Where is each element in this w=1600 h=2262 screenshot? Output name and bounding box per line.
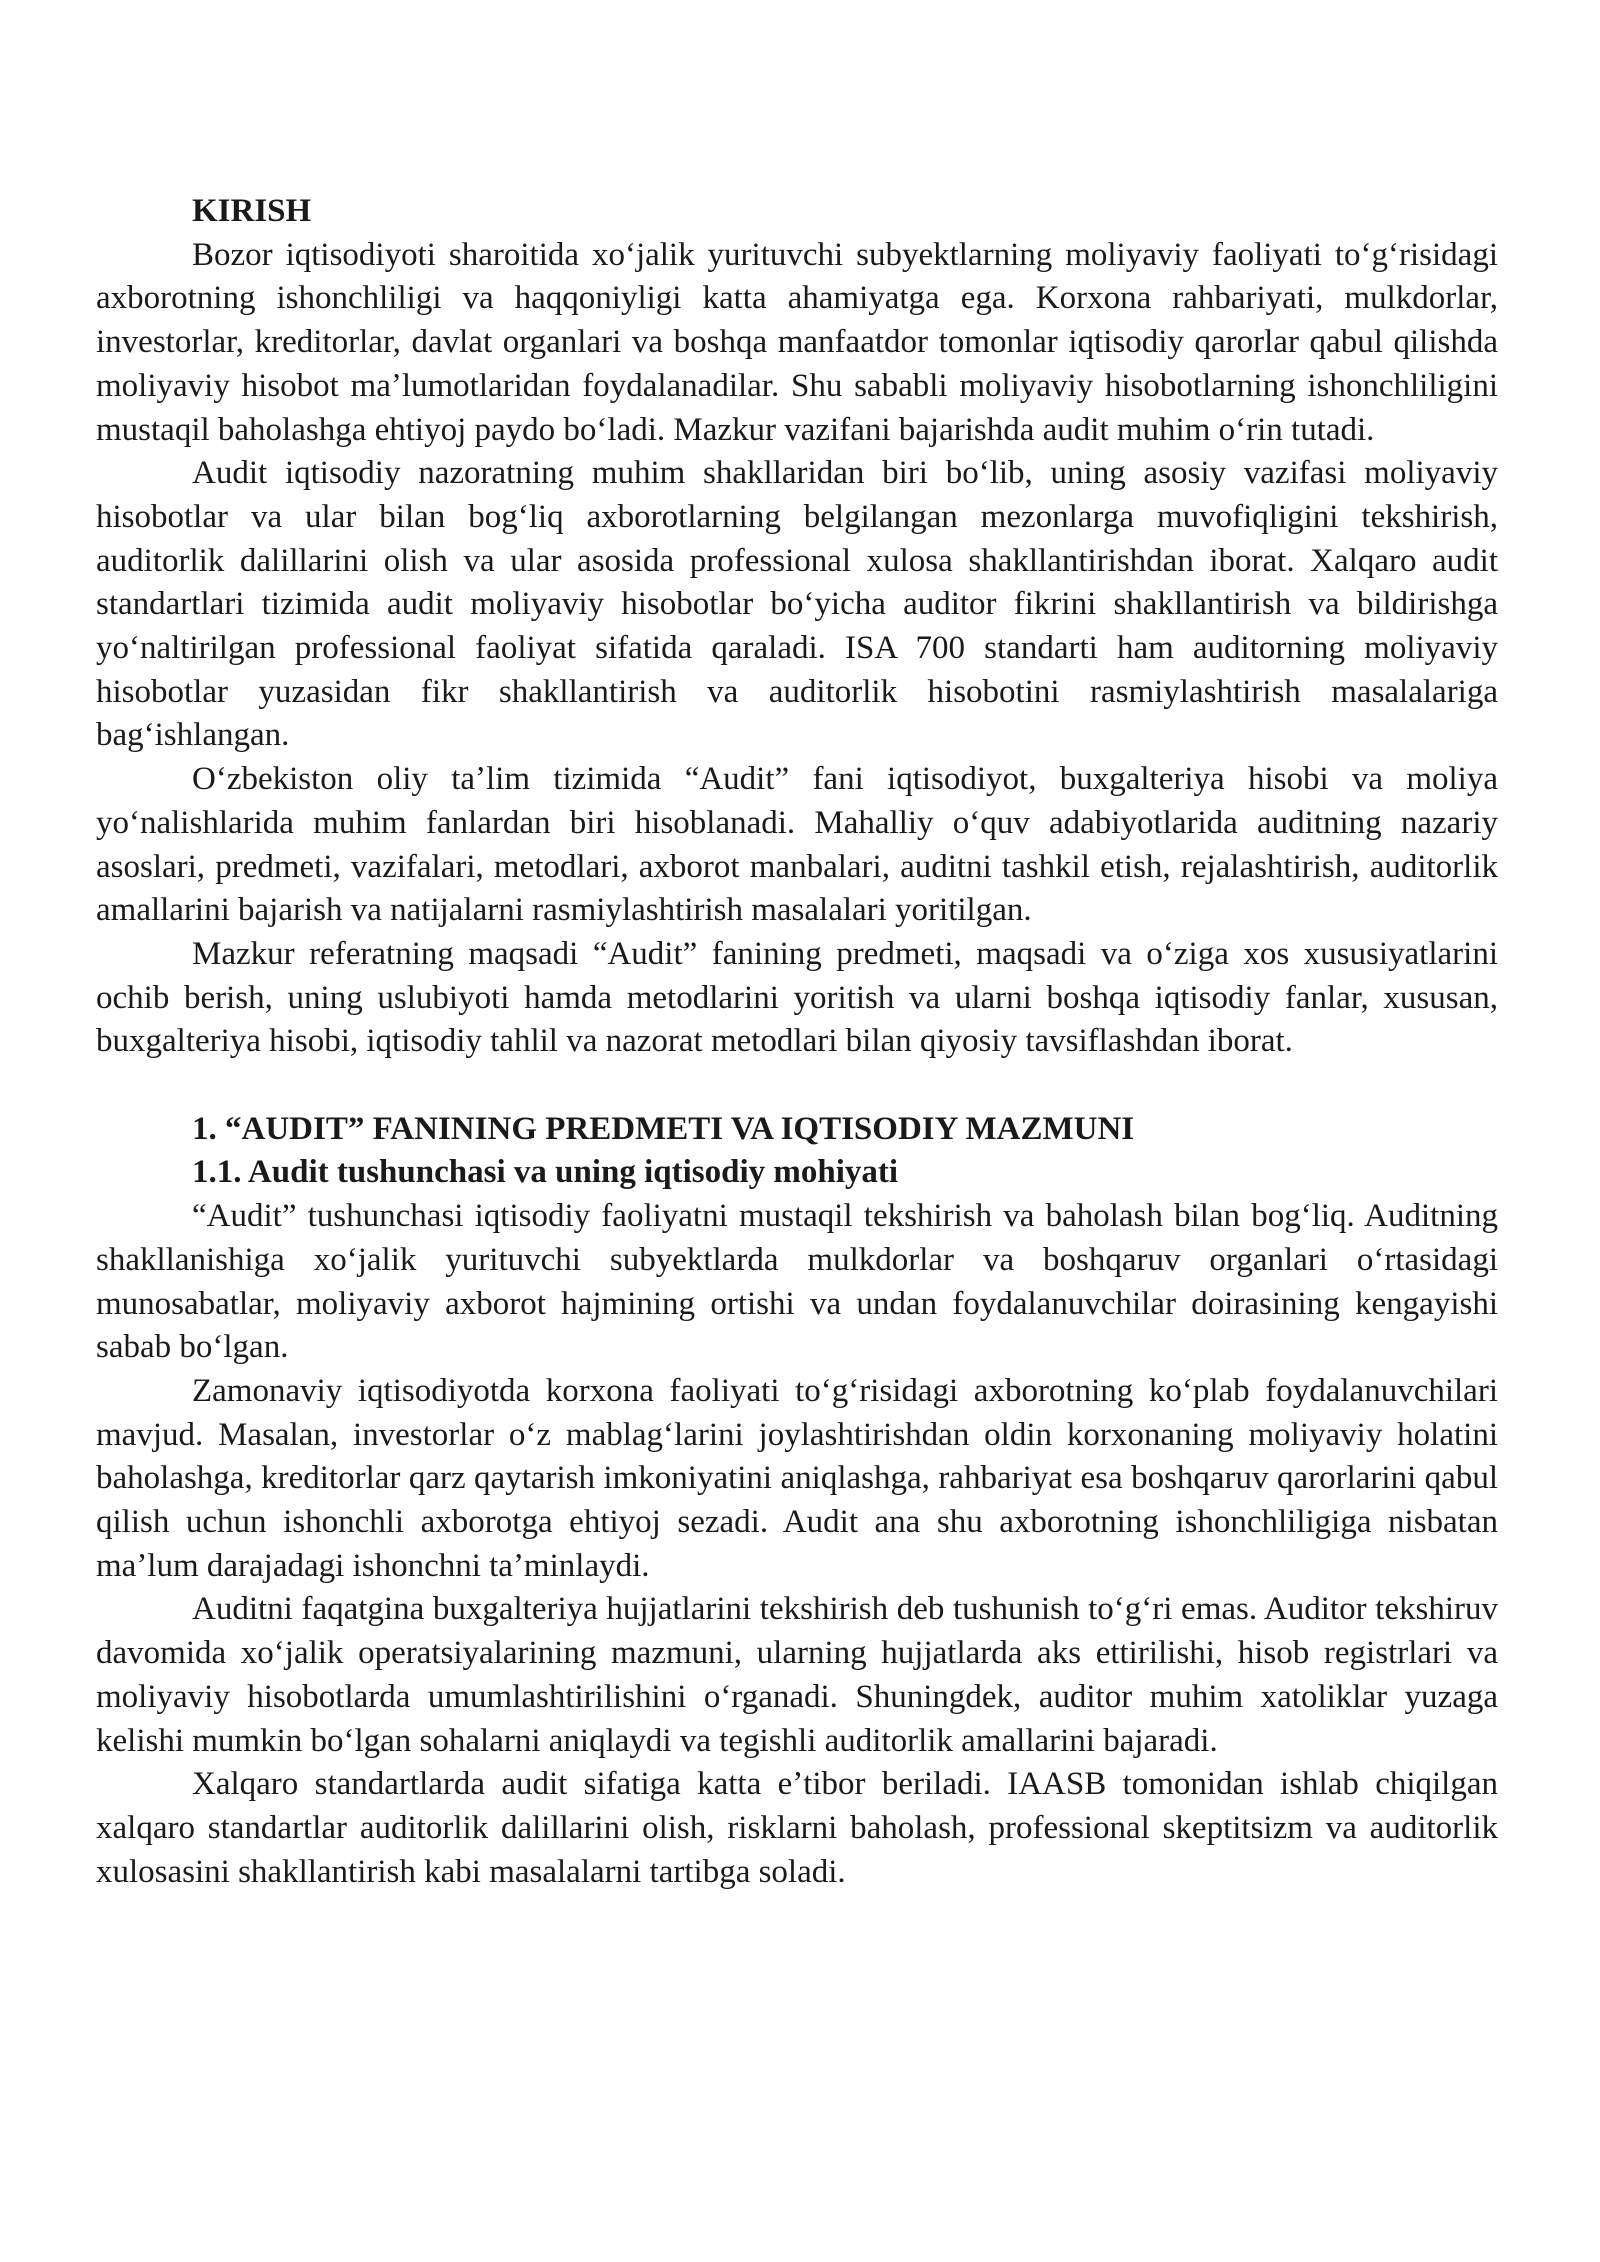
intro-paragraph-4: Mazkur referatning maqsadi “Audit” fanining predmeti, maqsadi va oʻziga xos xususiyatlarini ochib berish, uning uslubiyoti hamda metodlarini yoritish va ularni boshqa iqtisodiy fanlar, xususan, buxgalteriya hisobi, iqtisodiy tahlil va nazorat metodlari bilan qiyosiy tavsiflashdan iborat. <box>96 935 1498 1060</box>
intro-paragraph-2: Audit iqtisodiy nazoratning muhim shakllaridan biri boʻlib, uning asosiy vazifasi moliyaviy hisobotlar va ular bilan bogʻliq axborotlarning belgilangan mezonlarga muvofiqligini tekshirish, auditorlik dalillarini olish va ular asosida professional xulosa shakllantirishdan iborat. Xalqaro audit standartlari tizimida audit moliyaviy hisobotlar boʻyicha auditor fikrini shakllantirish va bildirishga yoʻnaltirilgan professional faoliyat sifatida qaraladi. ISA 700 standarti ham auditorning moliyaviy hisobotlar yuzasidan fikr shakllantirish va auditorlik hisobotini rasmiylashtirish masalalariga bagʻishlangan. <box>96 455 1498 754</box>
intro-heading: KIRISH <box>192 193 312 229</box>
section-1-heading: 1. “AUDIT” FANINING PREDMETI VA IQTISODIY MAZMUNI <box>192 1110 1135 1147</box>
section-1-1-paragraph-3: Auditni faqatgina buxgalteriya hujjatlarini tekshirish deb tushunish toʻgʻri emas. Auditor tekshiruv davomida xoʻjalik operatsiyalarining mazmuni, ularning hujjatlarda aks ettirilishi, hisob registrlari va moliyaviy hisobotlarda umumlashtirilishini oʻrganadi. Shuningdek, auditor muhim xatoliklar yuzaga kelishi mumkin boʻlgan sohalarni aniqlaydi va tegishli auditorlik amallarini bajaradi. <box>96 1591 1498 1759</box>
document-page <box>96 190 1498 1894</box>
section-1-1-paragraph-4: Xalqaro standartlarda audit sifatiga katta eʼtibor beriladi. IAASB tomonidan ishlab chiqilgan xalqaro standartlar auditorlik dalillarini olish, risklarni baholash, professional skeptitsizm va auditorlik xulosasini shakllantirish kabi masalalarni tartibga soladi. <box>96 1766 1498 1890</box>
intro-paragraph-3: Oʻzbekiston oliy taʼlim tizimida “Audit” fani iqtisodiyot, buxgalteriya hisobi va moliya yoʻnalishlarida muhim fanlardan biri hisoblanadi. Mahalliy oʻquv adabiyotlarida auditning nazariy asoslari, predmeti, vazifalari, metodlari, axborot manbalari, auditni tashkil etish, rejalashtirish, auditorlik amallarini bajarish va natijalarni rasmiylashtirish masalalari yoritilgan. <box>96 761 1498 929</box>
intro-paragraph-1: Bozor iqtisodiyoti sharoitida xoʻjalik yurituvchi subyektlarning moliyaviy faoliyati toʻgʻrisidagi axborotning ishonchliligi va haqqoniyligi katta ahamiyatga ega. Korxona rahbariyati, mulkdorlar, investorlar, kreditorlar, davlat organlari va boshqa manfaatdor tomonlar iqtisodiy qarorlar qabul qilishda moliyaviy hisobot maʼlumotlaridan foydalanadilar. Shu sababli moliyaviy hisobotlarning ishonchliligini mustaqil baholashga ehtiyoj paydo boʻladi. Mazkur vazifani bajarishda audit muhim oʻrin tutadi. <box>96 236 1498 448</box>
section-spacer <box>96 1064 1498 1108</box>
section-1-1-paragraph-1: “Audit” tushunchasi iqtisodiy faoliyatni mustaqil tekshirish va baholash bilan bogʻliq. Auditning shakllanishiga xoʻjalik yurituvchi subyektlarda mulkdorlar va boshqaruv organlari oʻrtasidagi munosabatlar, moliyaviy axborot hajmining ortishi va undan foydalanuvchilar doirasining kengayishi sabab boʻlgan. <box>96 1198 1498 1366</box>
section-1-1-paragraph-2: Zamonaviy iqtisodiyotda korxona faoliyati toʻgʻrisidagi axborotning koʻplab foydalanuvchilari mavjud. Masalan, investorlar oʻz mablagʻlarini joylashtirishdan oldin korxonaning moliyaviy holatini baholashga, kreditorlar qarz qaytarish imkoniyatini aniqlashga, rahbariyat esa boshqaruv qarorlarini qabul qilish uchun ishonchli axborotga ehtiyoj sezadi. Audit ana shu axborotning ishonchliligiga nisbatan maʼlum darajadagi ishonchni taʼminlaydi. <box>96 1372 1498 1584</box>
subsection-1-1-heading: 1.1. Audit tushunchasi va uning iqtisodiy mohiyati <box>192 1154 899 1191</box>
